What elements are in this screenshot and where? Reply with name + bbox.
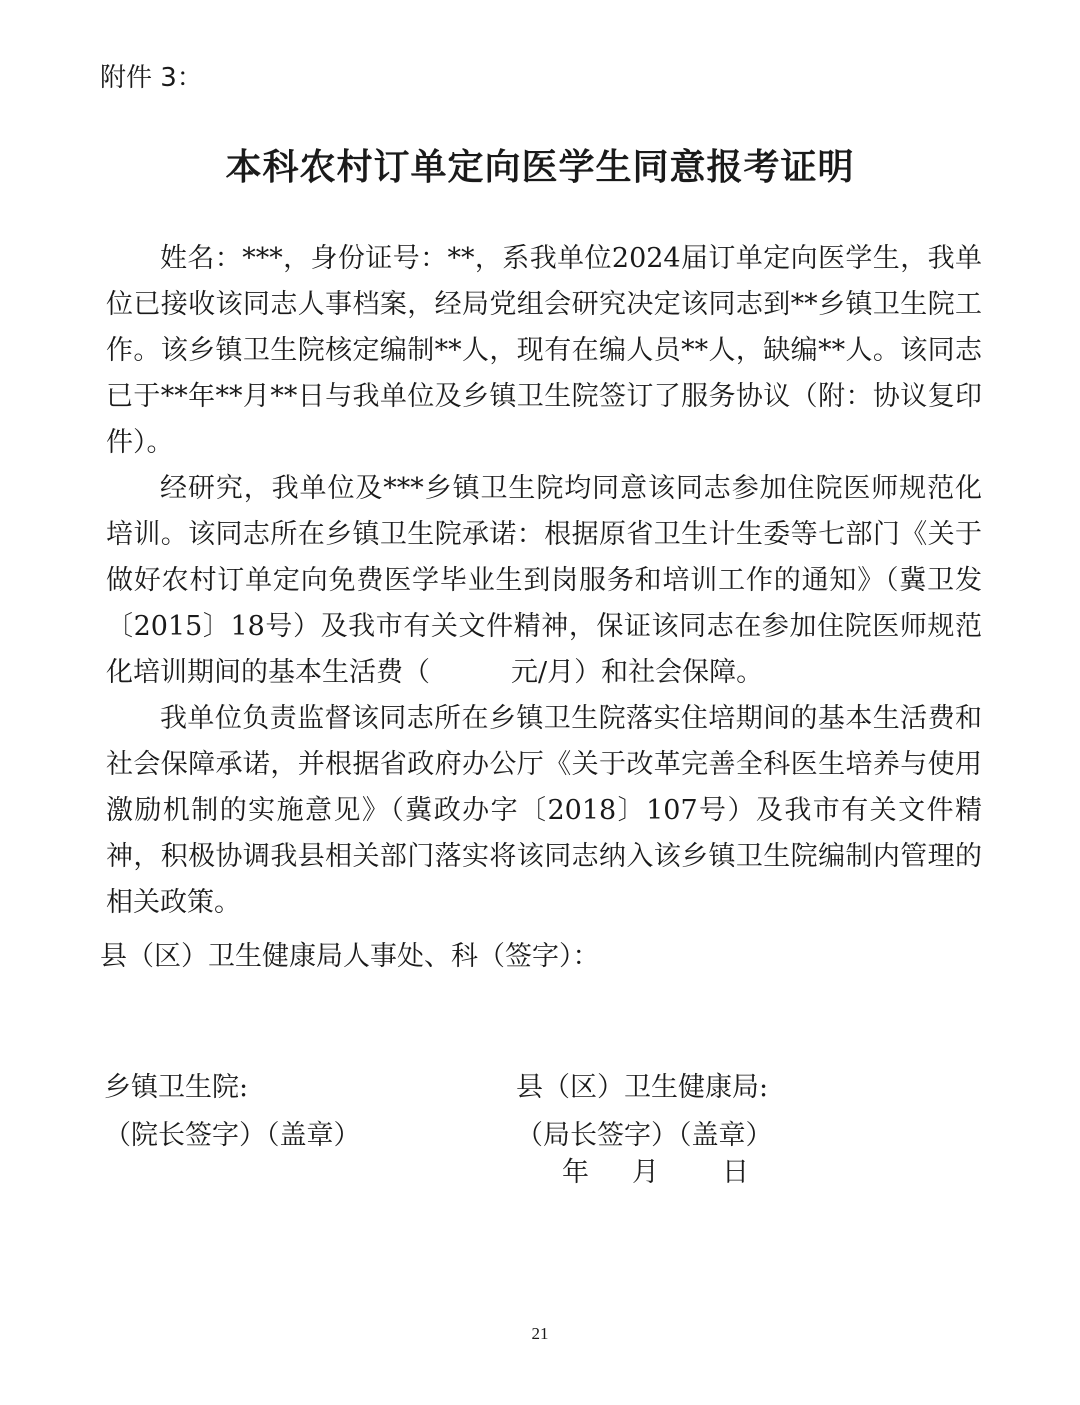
date-month-label: 月 bbox=[632, 1157, 659, 1188]
document-title: 本科农村订单定向医学生同意报考证明 bbox=[225, 147, 855, 188]
township-hospital-sign-note: （院长签字）（盖章） bbox=[104, 1120, 361, 1151]
county-bureau-name: 县（区）卫生健康局: bbox=[516, 1072, 769, 1103]
date-year-label: 年 bbox=[562, 1157, 589, 1188]
date-day-label: 日 bbox=[722, 1157, 749, 1188]
date-line bbox=[562, 1150, 749, 1196]
paragraph-applicant-info: 姓名：***，身份证号：**，系我单位2024届订单定向医学生，我单位已接收该同志人事档案，经局党组会研究决定该同志到**乡镇卫生院工作。该乡镇卫生院核定编制**人，现有在编人员**人，缺编**人。该同志已于**年**月**日与我单位及乡镇卫生院签订了服务协议（附：协议复印件）。 bbox=[106, 243, 982, 458]
document-body bbox=[106, 236, 982, 926]
paragraph-consent: 经研究，我单位及***乡镇卫生院均同意该同志参加住院医师规范化培训。该同志所在乡镇卫生院承诺：根据原省卫生计生委等七部门《关于做好农村订单定向免费医学毕业生到岗服务和培训工作的通知》（冀卫发〔2015〕18号）及我市有关文件精神，保证该同志在参加住院医师规范化培训期间的基本生活费（ 元/月）和社会保障。 bbox=[106, 473, 982, 688]
township-hospital-signature bbox=[104, 1064, 361, 1160]
paragraph-commitment: 我单位负责监督该同志所在乡镇卫生院落实住培期间的基本生活费和社会保障承诺，并根据省政府办公厅《关于改革完善全科医生培养与使用激励机制的实施意见》（冀政办字〔2018〕107号）及我市有关文件精神，积极协调我县相关部门落实将该同志纳入该乡镇卫生院编制内管理的相关政策。 bbox=[106, 703, 982, 918]
county-bureau-signature bbox=[516, 1064, 773, 1160]
county-bureau-sign-note: （局长签字）（盖章） bbox=[516, 1120, 773, 1151]
page-number: 21 bbox=[531, 1324, 549, 1343]
county-hr-signature-line: 县（区）卫生健康局人事处、科（签字）： bbox=[100, 941, 600, 972]
attachment-label: 附件 3： bbox=[100, 63, 203, 93]
township-hospital-name: 乡镇卫生院: bbox=[104, 1072, 249, 1103]
